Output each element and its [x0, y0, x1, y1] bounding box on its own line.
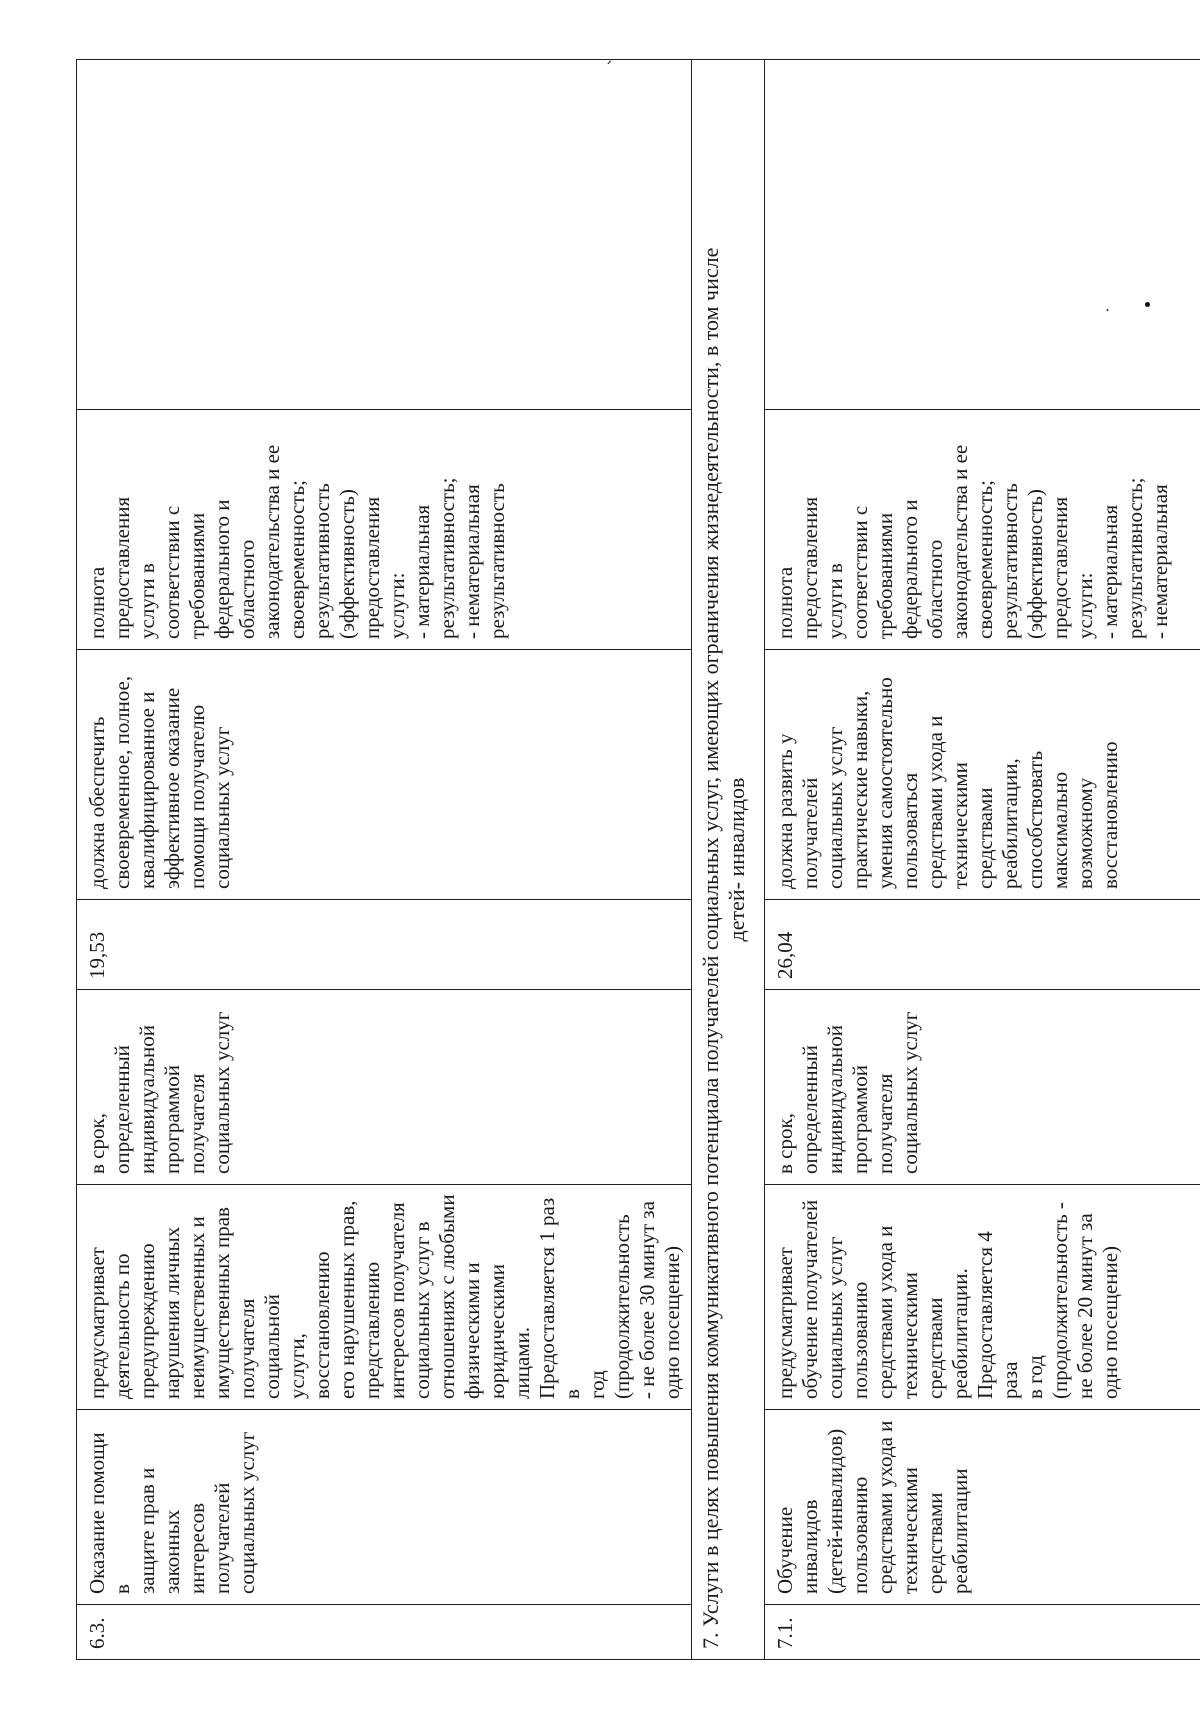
- service-quality: полнота предоставления услуги в соответствии с требованиями федерального и областного законодательства и ее своевременность; результативность (эффективность) предоставления услуги: - материальная результативность; - нематериальная: [765, 410, 1200, 650]
- row-number: 6.3.: [77, 1605, 692, 1660]
- rotated-content: [76, 60, 1176, 1660]
- section-heading: [692, 60, 765, 1660]
- table-row: [77, 60, 692, 1660]
- service-price: 19,53: [77, 900, 692, 990]
- table-row: [765, 60, 1200, 1660]
- service-conditions: [765, 60, 1200, 410]
- service-name: Оказание помощи в защите прав и законных интересов получателей социальных услуг: [77, 1410, 692, 1605]
- service-description: предусматривает обучение получателей социальных услуг пользованию средствами ухода и техническими средствами реабилитации. Предоставляется 4 раза в год (продолжительность - не более 20 минут за одно посещение): [765, 1185, 1200, 1410]
- service-description: предусматривает деятельность по предупреждению нарушения личных неимущественных и имущественных прав получателя социальной услуги, восстановлению его нарушенных прав, представлению интересов получателя социальных услуг в отношениях с любыми физическими и юридическими лицами. Предоставляется 1 раз в год (продолжительность - не более 30 минут за одно посещение): [77, 1185, 692, 1410]
- scan-tick-mark: ˏ: [604, 44, 613, 65]
- service-price: 26,04: [765, 900, 1200, 990]
- services-table: [76, 59, 1200, 1660]
- service-name: Обучение инвалидов (детей-инвалидов) пользованию средствами ухода и техническими средствами реабилитации: [765, 1410, 1200, 1605]
- service-conditions: [77, 60, 692, 410]
- service-result: должна обеспечить своевременное, полное, квалифицированное и эффективное оказание помощи получателю социальных услуг: [77, 650, 692, 900]
- section-heading-line1: 7. Услуги в целях повышения коммуникативного потенциала получателей социальных услуг, имеющих ограничения жизнедеятельности, в том числе: [698, 247, 723, 1649]
- section-heading-line2: детей- инвалидов: [724, 777, 749, 942]
- scan-small-dot: .: [1105, 296, 1111, 315]
- service-term: в срок, определенный индивидуальной программой получателя социальных услуг: [77, 990, 692, 1185]
- service-result: должна развить у получателей социальных услуг практические навыки, умения самостоятельно пользоваться средствами ухода и техническими средствами реабилитации, способствовать максимально возможному восстановлению: [765, 650, 1200, 900]
- service-quality: полнота предоставления услуги в соответствии с требованиями федерального и областного законодательства и ее своевременность; результативность (эффективность) предоставления услуги: - материальная результативность; - нематериальная результативность: [77, 410, 692, 650]
- row-number: 7.1.: [765, 1605, 1200, 1660]
- section-heading-row: [692, 60, 765, 1660]
- service-term: в срок, определенный индивидуальной программой получателя социальных услуг: [765, 990, 1200, 1185]
